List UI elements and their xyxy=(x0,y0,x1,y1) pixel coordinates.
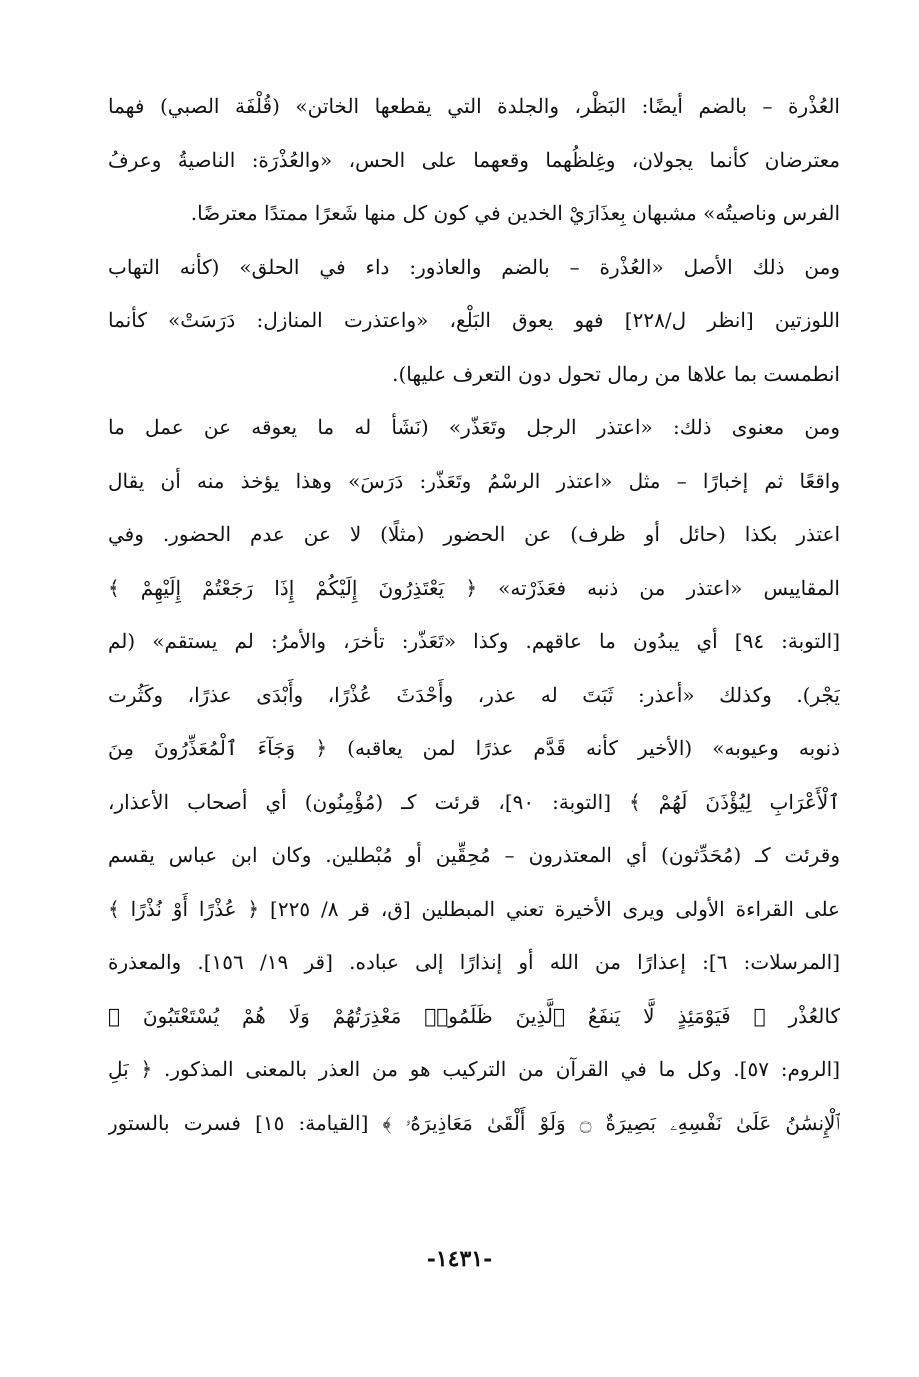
text-line-1: العُذْرة – بالضم أيضًا: البَظْر، والجلدة التي يقطعها الخاتن» (قُلْفَة الصبي) فهما xyxy=(108,94,840,118)
text-line-15: وقرئت كـ (مُحَدِّثون) أي المعتذرون – مُحِقِّين أو مُبْطلين. وكان ابن عباس يقسم xyxy=(108,843,840,867)
text-line-10: المقاييس «اعتذر من ذنبه فعَذَرْته» ﴿ يَعْتَذِرُونَ إِلَيْكُمْ إِذَا رَجَعْتُمْ إِلَيْهِمْ ﴾ xyxy=(108,575,840,600)
text-line-11: [التوبة: ٩٤] أي يبدُون ما عاقهم. وكذا «تَعَذّر: تأخرَ، والأمرُ: لم يستقم» (لم xyxy=(108,629,840,653)
text-line-13: ذنوبه وعيوبه» (الأخير كأنه قَدَّم عذرًا لمن يعاقبه) ﴿ وَجَآءَ ٱلْمُعَذِّرُونَ مِنَ xyxy=(108,736,840,760)
page-number: -١٤٣١- xyxy=(426,1246,493,1272)
text-line-3: الفرس وناصيتُه» مشبهان بِعذَارَيْ الخدين في كون كل منها شَعرًا ممتدًا معترضًا. xyxy=(190,201,840,225)
text-line-9: اعتذر بكذا (حائل أو ظرف) عن الحضور (مثلًا) لا عن عدم الحضور. وفي xyxy=(108,522,840,546)
text-line-6: انطمست بما علاها من رمال تحول دون التعرف عليها). xyxy=(392,361,840,386)
text-line-5: اللوزتين [انظر ل/٢٢٨] فهو يعوق البَلْع، «واعتذرت المنازل: دَرَسَتْ» كأنما xyxy=(108,308,840,332)
text-line-4: ومن ذلك الأصل «العُذْرة – بالضم والعاذور: داء في الحلق» (كأنه التهاب xyxy=(108,254,840,279)
text-line-16: على القراءة الأولى ويرى الأخيرة تعني المبطلين [ق، قر ٨/ ٢٢٥] ﴿ عُذْرًا أَوْ نُذْرًا ﴾ xyxy=(108,896,840,921)
text-line-19: [الروم: ٥٧]. وكل ما في القرآن من التركيب هو من العذر بالمعنى المذكور. ﴿ بَلِ xyxy=(108,1057,840,1081)
text-line-7: ومن معنوى ذلك: «اعتذر الرجل وتَعَذّر» (نَشَأ له ما يعوقه عن عمل ما xyxy=(108,415,840,439)
text-line-2: معترضان كأنما يجولان، وغِلظُهما وقعهما على الحس، «والعُذْرَة: الناصيةُ وعرفُ xyxy=(108,147,840,172)
text-line-12: يَجْر). وكذلك «أعذر: ثَبَتَ له عذر، وأَحْدَثَ عُذْرًا، وأَبْدَى عذرًا، وكَثُرت xyxy=(108,682,840,707)
text-line-17: [المرسلات: ٦]: إعذارًا من الله أو إنذارًا إلى عباده. [قر ١٩/ ١٥٦]. والمعذرة xyxy=(108,950,840,974)
text-line-8: واقعًا ثم إخبارًا – مثل «اعتذر الرسْمُ وتَعَذّر: دَرَسَ» وهذا يؤخذ منه أن يقال xyxy=(108,468,840,493)
text-line-18: كالعُذْر ﴿ فَيَوْمَئِذٍ لَّا يَنفَعُ ٱلَّذِينَ ظَلَمُوا۟ مَعْذِرَتُهُمْ وَلَا هُمْ يُسْتَعْتَبُونَ ﴾ xyxy=(108,1003,840,1028)
text-line-14: ٱلْأَعْرَابِ لِيُؤْذَنَ لَهُمْ ﴾ [التوبة: ٩٠]، قرئت كـ (مُؤْمِنُون) أي أصحاب الأعذار، xyxy=(108,789,840,814)
text-line-20: ٱلْإِنسَٰنُ عَلَىٰ نَفْسِهِۦ بَصِيرَةٌ ۝ وَلَوْ أَلْقَىٰ مَعَاذِيرَهُۥ ﴾ [القيامة: ١٥] فسرت بالستور xyxy=(108,1110,840,1135)
page-body xyxy=(108,80,840,1150)
